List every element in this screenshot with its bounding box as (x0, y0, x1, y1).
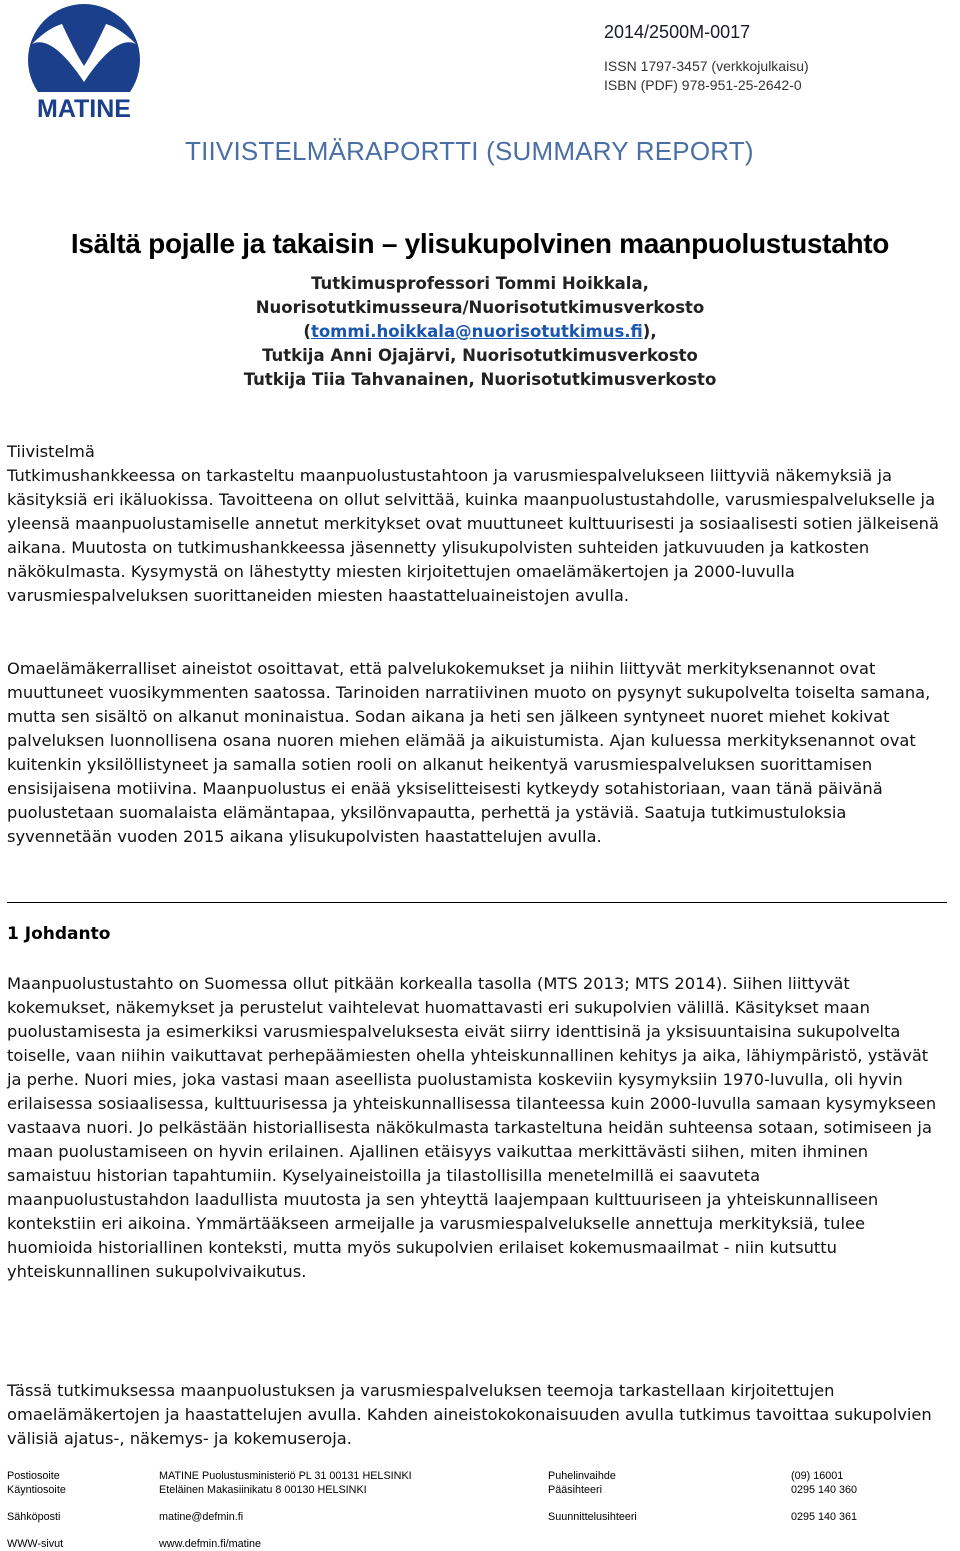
authors-block (20, 272, 940, 392)
footer-email-link[interactable]: matine@defmin.fi (159, 1511, 244, 1523)
footer-label: Postiosoite (7, 1470, 60, 1482)
footer-label: WWW-sivut (7, 1538, 64, 1550)
footer-website-link[interactable]: www.defmin.fi/matine (159, 1538, 262, 1550)
isbn: ISBN (PDF) 978-951-25-2642-0 (604, 77, 802, 93)
author-email-line (20, 320, 940, 344)
author-line-1: Tutkimusprofessori Tommi Hoikkala, (311, 274, 649, 293)
issn: ISSN 1797-3457 (verkkojulkaisu) (604, 58, 809, 74)
section-heading-johdanto: 1 Johdanto (7, 924, 111, 944)
author-line-4: Tutkija Anni Ojajärvi, Nuorisotutkimusverkosto (262, 346, 698, 365)
logo-text: MATINE (37, 95, 131, 122)
matine-logo (22, 4, 146, 122)
author-line-2: Nuorisotutkimusseura/Nuorisotutkimusverkosto (255, 298, 705, 317)
footer-label: Käyntiosoite (7, 1484, 66, 1496)
author-line-5: Tutkija Tiia Tahvanainen, Nuorisotutkimusverkosto (243, 370, 717, 389)
footer-value: 0295 140 361 (791, 1511, 858, 1523)
footer-label: Puhelinvaihde (548, 1470, 616, 1482)
footer-label: Suunnittelusihteeri (548, 1511, 637, 1523)
summary-heading: Tiivistelmä (7, 442, 95, 461)
report-meta (604, 22, 809, 95)
email-close: ), (642, 322, 657, 341)
document-type: TIIVISTELMÄRAPORTTI (SUMMARY REPORT) (185, 136, 754, 166)
section-divider (7, 902, 947, 903)
footer-value: Eteläinen Makasiinikatu 8 00130 HELSINKI (159, 1484, 367, 1496)
email-open: ( (303, 322, 311, 341)
report-code: 2014/2500M-0017 (604, 22, 751, 42)
footer-value: MATINE Puolustusministeriö PL 31 00131 HELSINKI (159, 1470, 412, 1482)
email-link[interactable]: tommi.hoikkala@nuorisotutkimus.fi (310, 322, 643, 341)
summary-paragraph-1: Tutkimushankkeessa on tarkasteltu maanpuolustustahtoon ja varusmiespalvelukseen liittyviä näkemyksiä ja käsityksiä eri ikäluokissa. Tavoitteena on ollut selvittää, kuinka maanpuolustustahdolle, varusmiespalvelukselle ja yleensä maanpuolustamiselle annetut merkitykset ovat muuttuneet kulttuurisesti ja sosiaalisesti sotien jälkeisenä aikana. Muutosta on tutkimushankkeessa jäsennetty ylisukupolvisten suhteiden jatkuvuuden ja katkosten näkökulmasta. Kysymystä on lähestytty miesten kirjoitettujen omaelämäkertojen ja 2000-luvulla varusmiespalveluksen suorittaneiden miesten haastatteluaineistojen avulla. (7, 466, 939, 605)
johdanto-paragraph-2: Tässä tutkimuksessa maanpuolustuksen ja varusmiespalveluksen teemoja tarkastellaan kirjoitettujen omaelämäkertojen ja haastattelujen avulla. Kahden aineistokokonaisuuden avulla tutkimus tavoittaa sukupolvien välisiä ajatus-, näkemys- ja kokemuseroja. (7, 1381, 932, 1448)
summary-paragraph-2: Omaelämäkerralliset aineistot osoittavat, että palvelukokemukset ja niihin liittyvät merkityksenannot ovat muuttuneet vuosikymmenten saatossa. Tarinoiden narratiivinen muoto on pysynyt sukupolvelta toiselta samana, mutta sen sisältö on alkanut moninaistua. Sodan aikana ja heti sen jälkeen syntyneet nuoret miehet kokivat palveluksen luonnollisena osana nuoren miehen elämää ja aikuistumista. Ajan kuluessa merkityksenannot ovat kuitenkin yksilöllistyneet ja samalla sotien rooli on alkanut heikentyä varusmiespalveluksen suorittamisen ensisijaisena motiivina. Maanpuolustus ei enää yksiselitteisesti kytkeydy sotahistoriaan, vaan tänä päivänä puolustetaan suomalaista elämäntapaa, yksilönvapautta, perhettä ja ystäviä. Saatuja tutkimustuloksia syvennetään vuoden 2015 aikana ylisukupolvisten haastattelujen avulla. (7, 659, 931, 846)
footer-value: 0295 140 360 (791, 1484, 858, 1496)
footer-label: Sähköposti (7, 1511, 61, 1523)
footer-value: (09) 16001 (791, 1470, 844, 1482)
footer-label: Pääsihteeri (548, 1484, 603, 1496)
page-title: Isältä pojalle ja takaisin – ylisukupolvinen maanpuolustustahto (70, 228, 890, 259)
summary-section (7, 440, 942, 608)
johdanto-paragraph-1: Maanpuolustustahto on Suomessa ollut pitkään korkealla tasolla (MTS 2013; MTS 2014). Siihen liittyvät kokemukset, näkemykset ja perustelut vaihtelevat huomattavasti eri sukupolvien välillä. Käsitykset maan puolustamisesta ja esimerkiksi varusmiespalveluksesta eivät siirry identtisinä ja yksisuuntaisina sukupolvelta toiselle, vaan niihin vaikuttavat perhepäämiesten ohella yhteiskunnallinen kehitys ja aika, lähiympäristö, ystävät ja perhe. Nuori mies, joka vastasi maan aseellista puolustamista koskeviin kysymyksiin 1970-luvulla, oli hyvin erilaisessa sosiaalisessa, kulttuurisessa ja yhteiskunnallisessa tilanteessa kuin 2000-luvulla samaan kysymykseen vastaava nuori. Jo pelkästään historiallisesta näkökulmasta tarkasteltuna heidän suhteensa sotaan, sotimiseen ja maan puolustamiseen on hyvin erilainen. Ajallinen etäisyys vaikuttaa merkittävästi siihen, miten ihminen samaistuu historian tapahtumiin. Kyselyaineistoilla ja tilastollisilla menetelmillä ei saavuteta maanpuolustustahdon laadullista muutosta ja sen yhteyttä laajempaan kulttuuriseen ja yhteiskunnalliseen kontekstiin eri aikoina. Ymmärtääkseen armeijalle ja varusmiespalvelukselle annettuja merkityksiä, tulee huomioida historiallinen konteksti, mutta myös sukupolvien erilaiset kokemusmaailmat - niin kutsuttu yhteiskunnallinen sukupolvivaikutus. (7, 974, 937, 1281)
